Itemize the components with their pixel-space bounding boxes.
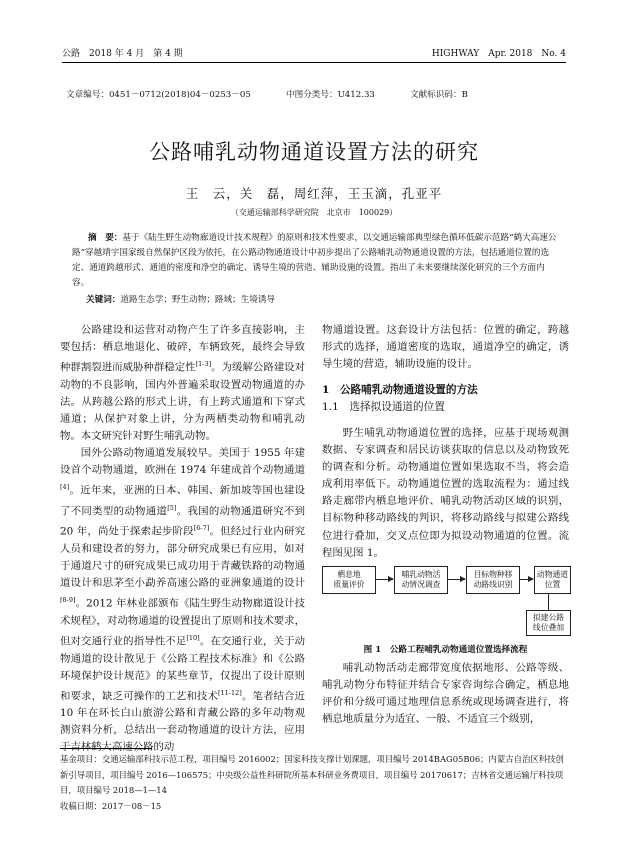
paragraph-continued: 物通道设置。这套设计方法包括：位置的确定，跨越形式的选择，通道密度的选取，通道净空的确定，诱导生境的营造，辅助设施的设计。 [322,324,569,371]
flowchart-figure [322,566,569,638]
right-column-mid [322,425,569,562]
keywords-text: 道路生态学；野生动物；路域；生境诱导 [120,295,276,305]
affiliation: （交通运输部科学研究院 北京市 100029） [230,208,398,217]
keywords-label: 关键词： [86,295,121,305]
citation: [8-9] [60,596,76,605]
paragraph-intro [60,322,305,445]
footnote [60,752,570,814]
author-list: 王 云，关 磊，周红萍，王玉滴，孔亚平 [185,186,443,201]
left-column [60,322,305,757]
article-number: 文章编号：0451－0712(2018)04－0253－05 [66,90,251,100]
flow-box-location: 动物通道 位置 [534,566,571,594]
paragraph-background [60,445,305,756]
classification-number: 中图分类号：U412.33 [286,90,375,100]
received-date: 收稿日期：2017－08－15 [60,800,162,811]
document-code: 文献标识码：B [410,90,468,100]
arrow-icon [375,579,393,580]
right-column-bottom [322,660,569,728]
arrow-icon [519,579,533,580]
funding-note: 基金项目：交通运输部科技示范工程，项目编号 2016002；国家科技支撑计划课题，项目编号 2014BAG05B06；内蒙古自治区科技创新引导项目，项目编号 2016—106575；中央级公益性科研院所基本科研业务费项目，项目编号 20170617；吉林省交通运输厅科技项目，项目编号 2018—1—14 [60,754,564,795]
citation: [11-12] [218,688,242,697]
text-span: 。近年来，亚洲的日本、韩国、新加坡等国也建设了不同类型的动物通道 [60,484,305,518]
paper-title: 公路哺乳动物通道设置方法的研究 [149,140,479,164]
text-span: 公路建设和运营对动物产生了许多直接影响，主要包括：栖息地退化、破碎，车辆致死，最终会导致种群割裂进而威胁种群稳定性 [60,324,305,374]
paragraph-habitat: 哺乳动物活动走廊带宽度依据地形、公路等级、哺乳动物分布特征并结合专家咨询综合确定，栖息地评价和分级可通过地理信息系统或现场调查进行，将栖息地质量分为适宜、一般、不适宜三个级别， [322,662,569,726]
citation: [10] [186,633,200,642]
text-span: 。2012 年林业部颁布《陆生野生动物廊道设计技术规程》，对动物通道的设置提出了原则和技术要求，但对交通行业的指导性不足 [60,597,305,648]
paragraph-location: 野生哺乳动物通道位置的选择，应基于现场观测数据、专家调查和居民访谈获取的信息以及动物致死的调查和分析。动物通道位置如果选取不当，将会造成利用率低下。动物通道位置的选取流程为：通过线路走廊带内栖息地评价、哺乳动物活动区域的识别，目标物种移动路线的判识，将移动路线与拟建公路线位进行叠加，交叉点位即为拟设动物通道的位置。流程图见图 1。 [322,427,569,559]
text-span: 。为缓解公路建设对动物的不良影响，国内外普遍采取设置动物通道的办法。从跨越公路的形式上讲，有上跨式通道和下穿式通道；从保护对象上讲，分为两栖类动物和哺乳动物。本文研究针对野生哺乳动物。 [60,361,306,443]
running-header-right: HIGHWAY Apr. 2018 No. 4 [431,49,566,59]
abstract-text: 基于《陆生野生动物廊道设计技术规程》的原则和技术性要求，以交通运输部典型绿色循环低碳示范路“鹤大高速公路”穿越靖宇国家级自然保护区段为依托，在公路动物通道设计中初步提出了公路哺乳动物通道设置的方法，包括通道位置的选定、通道跨越形式、通道的密度和净空的确定、诱导生境的营造、辅助设施的设置。指出了未来要继续深化研究的三个方面内容。 [72,233,557,288]
section-heading-1: 1 公路哺乳动物通道设置的方法 [322,384,478,397]
flow-box-overlay: 拟建公路 线位叠加 [526,610,571,636]
citation: [6-7] [193,524,210,533]
connector-line [548,593,549,610]
text-span: 国外公路动物通道发展较早。美国于 1955 年建设首个动物通道，欧洲在 1974 年建成首个动物通道 [60,447,305,477]
arrow-icon [447,579,465,580]
header-rule [62,62,566,63]
text-span: 。但经过行业内研究人员和建设者的努力，部分研究成果已有应用，如对于通道尺寸的研究成果已成功用于青藏铁路的动物通道设计和思茅至小勐养高速公路的亚洲象通道的设计 [60,525,306,590]
abstract-label: 摘 要： [88,233,123,243]
flow-box-route: 目标物种移 动路线识别 [466,566,520,594]
citation: [1-3] [195,360,212,369]
citation: [5] [167,503,177,512]
text-span: 。笔者结合近 10 年在环长白山旅游公路和青藏公路的多年动物观测资料分析，总结出一套动物通道的设计方法，应用于吉林鹤大高速公路的动 [60,690,306,754]
abstract [72,231,558,291]
keywords [86,293,275,305]
text-span: 。在交通行业，关于动物通道的设计散见于《公路工程技术标准》和《公路环境保护设计规范》的某些章节，仅提出了设计原则和要求，缺乏可操作的工艺和技术 [60,635,306,703]
text-span: 。我国的动物通道研究不到 20 年，尚处于探索起步阶段 [60,505,306,538]
figure-caption: 图 1 公路工程哺乳动物通道位置选择流程 [363,645,528,655]
flow-box-survey: 哺乳动物活 动情况调查 [394,566,448,594]
citation: [4] [60,483,70,492]
flow-box-habitat: 栖息地 质量评价 [322,566,376,594]
running-header-left: 公路 2018 年 4 月 第 4 期 [62,49,183,59]
section-heading-1-1: 1.1 选择拟设通道的位置 [322,401,445,414]
right-column-top [322,322,569,416]
footnote-rule [60,748,152,749]
